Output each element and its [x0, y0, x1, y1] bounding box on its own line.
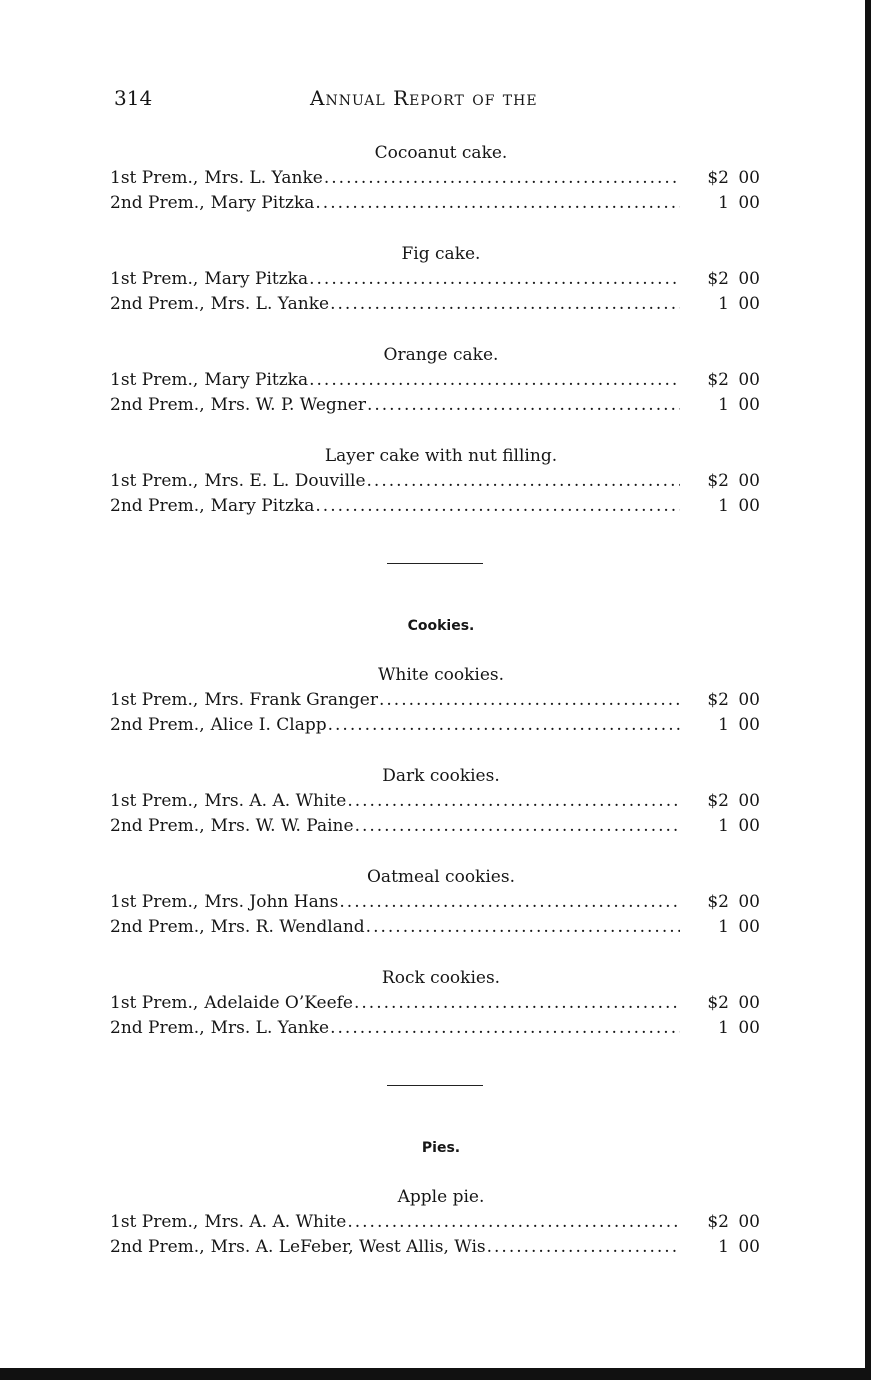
- premium-entry: [110, 915, 760, 940]
- category-title: Rock cookies.: [381, 968, 501, 988]
- winner-name: Mary Pitzka: [204, 269, 309, 289]
- premium-amount: 1 00: [718, 1237, 760, 1257]
- premium-place: 2nd Prem.,: [110, 395, 205, 415]
- category-title: Apple pie.: [397, 1187, 485, 1207]
- premium-place: 2nd Prem.,: [110, 193, 205, 213]
- premium-place: 2nd Prem.,: [110, 496, 205, 516]
- winner-name: Mrs. W. P. Wegner: [210, 395, 366, 415]
- category-block: [110, 241, 760, 317]
- category-title: Layer cake with nut filling.: [324, 446, 558, 466]
- premium-entry: [110, 267, 760, 292]
- premium-section: [110, 140, 760, 519]
- section-title: Cookies.: [407, 618, 475, 634]
- page-number: 314: [114, 86, 153, 110]
- premium-amount: 1 00: [718, 715, 760, 735]
- premium-amount: $2 00: [707, 690, 760, 710]
- premium-amount: $2 00: [707, 471, 760, 491]
- premium-amount: 1 00: [718, 496, 760, 516]
- premium-amount: $2 00: [707, 1212, 760, 1232]
- dot-leader: [324, 166, 680, 191]
- winner-name: Mrs. A. A. White: [204, 791, 347, 811]
- premium-amount: $2 00: [707, 269, 760, 289]
- premium-entry: [110, 713, 760, 738]
- premium-place: 1st Prem.,: [110, 892, 199, 912]
- dot-leader: [347, 789, 680, 814]
- premium-place: 1st Prem.,: [110, 993, 199, 1013]
- running-head: [110, 86, 760, 116]
- category-block: [110, 864, 760, 940]
- premium-place: 1st Prem.,: [110, 269, 199, 289]
- running-title: Annual Report of the: [310, 86, 538, 110]
- premium-place: 2nd Prem.,: [110, 1237, 205, 1257]
- premium-place: 1st Prem.,: [110, 370, 199, 390]
- page-edge-bottom: [0, 1368, 871, 1380]
- dot-leader: [366, 915, 680, 940]
- category-title: Fig cake.: [401, 244, 481, 264]
- category-title: Dark cookies.: [382, 766, 500, 786]
- premium-place: 1st Prem.,: [110, 471, 199, 491]
- category-title: Oatmeal cookies.: [367, 867, 515, 887]
- winner-name: Mrs. A. A. White: [204, 1212, 347, 1232]
- dot-leader: [487, 1235, 680, 1260]
- section-divider: [387, 563, 483, 564]
- premium-entry: [110, 368, 760, 393]
- premium-entry: [110, 814, 760, 839]
- premium-place: 1st Prem.,: [110, 791, 199, 811]
- category-block: [110, 342, 760, 418]
- premium-amount: 1 00: [718, 917, 760, 937]
- premium-entry: [110, 292, 760, 317]
- premium-entry: [110, 393, 760, 418]
- dot-leader: [328, 713, 680, 738]
- category-block: [110, 662, 760, 738]
- dot-leader: [315, 191, 680, 216]
- dot-leader: [339, 890, 680, 915]
- category-block: [110, 443, 760, 519]
- premium-amount: $2 00: [707, 370, 760, 390]
- premium-amount: $2 00: [707, 993, 760, 1013]
- winner-name: Mary Pitzka: [210, 496, 315, 516]
- section-divider: [387, 1085, 483, 1086]
- premium-place: 2nd Prem.,: [110, 917, 205, 937]
- premium-entry: [110, 688, 760, 713]
- premium-entry: [110, 166, 760, 191]
- winner-name: Mrs. John Hans: [204, 892, 339, 912]
- premium-entry: [110, 191, 760, 216]
- category-title: White cookies.: [377, 665, 505, 685]
- premium-amount: 1 00: [718, 816, 760, 836]
- dot-leader: [309, 368, 680, 393]
- premium-entry: [110, 991, 760, 1016]
- premium-entry: [110, 789, 760, 814]
- dot-leader: [367, 469, 680, 494]
- premium-amount: 1 00: [718, 1018, 760, 1038]
- winner-name: Alice I. Clapp: [210, 715, 327, 735]
- premium-place: 1st Prem.,: [110, 168, 199, 188]
- winner-name: Mrs. L. Yanke: [210, 294, 330, 314]
- premium-entry: [110, 494, 760, 519]
- dot-leader: [355, 814, 680, 839]
- winner-name: Mrs. R. Wendland: [210, 917, 365, 937]
- premium-place: 2nd Prem.,: [110, 294, 205, 314]
- premium-place: 2nd Prem.,: [110, 1018, 205, 1038]
- premium-amount: 1 00: [718, 294, 760, 314]
- premium-amount: 1 00: [718, 193, 760, 213]
- winner-name: Adelaide O’Keefe: [204, 993, 353, 1013]
- winner-name: Mrs. L. Yanke: [204, 168, 323, 188]
- dot-leader: [330, 1016, 680, 1041]
- premium-amount: $2 00: [707, 892, 760, 912]
- premium-place: 2nd Prem.,: [110, 715, 205, 735]
- section-title: Pies.: [421, 1140, 461, 1156]
- winner-name: Mary Pitzka: [204, 370, 309, 390]
- premium-section: [110, 618, 760, 1041]
- page-edge-right: [865, 0, 871, 1380]
- premium-entry: [110, 1016, 760, 1041]
- category-title: Cocoanut cake.: [374, 143, 508, 163]
- category-block: [110, 140, 760, 216]
- premium-amount: $2 00: [707, 791, 760, 811]
- premium-section: [110, 1140, 760, 1260]
- category-block: [110, 763, 760, 839]
- dot-leader: [315, 494, 680, 519]
- winner-name: Mrs. E. L. Douville: [204, 471, 366, 491]
- dot-leader: [347, 1210, 680, 1235]
- premium-entry: [110, 1235, 760, 1260]
- premium-place: 1st Prem.,: [110, 690, 199, 710]
- winner-name: Mrs. L. Yanke: [210, 1018, 330, 1038]
- premium-amount: 1 00: [718, 395, 760, 415]
- category-block: [110, 965, 760, 1041]
- winner-name: Mary Pitzka: [210, 193, 315, 213]
- dot-leader: [379, 688, 680, 713]
- dot-leader: [330, 292, 680, 317]
- premium-place: 2nd Prem.,: [110, 816, 205, 836]
- winner-name: Mrs. W. W. Paine: [210, 816, 354, 836]
- premium-place: 1st Prem.,: [110, 1212, 199, 1232]
- premium-entry: [110, 469, 760, 494]
- category-block: [110, 1184, 760, 1260]
- dot-leader: [309, 267, 680, 292]
- premium-entry: [110, 890, 760, 915]
- winner-name: Mrs. A. LeFeber, West Allis, Wis: [210, 1237, 486, 1257]
- premium-amount: $2 00: [707, 168, 760, 188]
- dot-leader: [354, 991, 680, 1016]
- premium-entry: [110, 1210, 760, 1235]
- premium-list: [110, 140, 760, 1285]
- winner-name: Mrs. Frank Granger: [204, 690, 378, 710]
- category-title: Orange cake.: [383, 345, 499, 365]
- dot-leader: [367, 393, 680, 418]
